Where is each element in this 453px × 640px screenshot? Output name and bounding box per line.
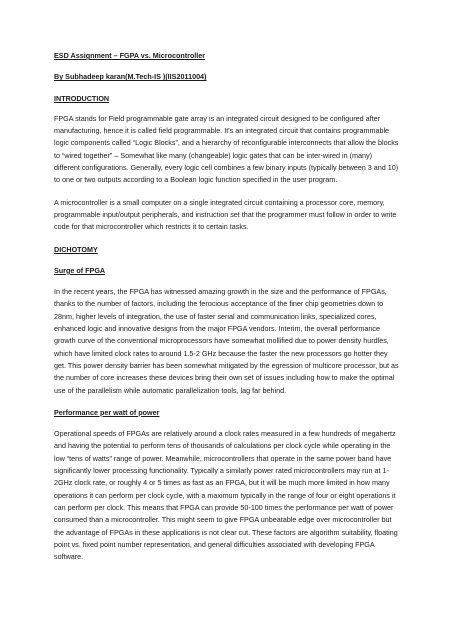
surge-paragraph: In the recent years, the FPGA has witnessed amazing growth in the size and the performance of FPGAs, thanks to the number of factors, including the ferocious acceptance of the finer chip geometries down to 28nm, higher levels of integration, the use of faster serial and communication links, specialized cores, enhanced logic and innovative designs from the major FPGA vendors. Interim, the overall performance growth curve of the conventional microprocessors have somewhat mollified due to power density hurdles, which have limited clock rates to around 1.5-2 GHz because the faster the new processors go hotter they get. This power density barrier has been somewhat mitigated by the egression of multicore processor, but as the number of core increases these devices bring their own set of issues including how to make the optimal use of the parallelism while automatic parallelization tools, lag far behind. — [54, 287, 399, 395]
intro-paragraph-2: A microcontroller is a small computer on a single integrated circuit containing a processor core, memory, programmable input/output peripherals, and instruction set that the programmer must follow in order to write code for that microcontroller which restricts it to certain tasks. — [54, 197, 397, 232]
document-author: By Subhadeep karan(M.Tech-IS )(IIS2011004) — [54, 72, 207, 82]
intro-paragraph-1: FPGA stands for Field programmable gate array is an integrated circuit designed to be configured after manufacturing, hence it is called field programmable. It’s an integrated circuit that contains programmable logic components called “Logic Blocks”, and a hierarchy of reconfigurable interconnects that allow the blocks to “wired together” – Somewhat like many (changeable) logic gates that can be inter-wired in (many) different configurations. Generally, every logic cell combines a few binary inputs (typically between 3 and 10) to one or two outputs according to a Boolean logic function specified in the user program. — [54, 113, 399, 185]
document-title: ESD Assignment – FGPA vs. Microcontroller — [54, 51, 206, 60]
dichotomy-heading: DICHOTOMY — [54, 244, 98, 254]
surge-heading: Surge of FPGA — [54, 265, 106, 275]
performance-paragraph: Operational speeds of FPGAs are relatively around a clock rates measured in a few hundreds of megahertz and having the potential to perform tens of thousands of calculations per clock cycle while operating in the low “tens of watts” range of power. Meanwhile, microcontrollers that operate in the same power band have significantly lower processing functionality. Typically a similarly power rated microcontrollers may run at 1-2GHz clock rate, or roughly 4 or 5 times as fast as an FPGA, but it will be much more limited in how many operations it can perform per clock cycle, with a maximum typically in the range of four or eight operations it can perform per clock. This means that FPGA can provide 50-100 times the performance per watt of power consumed than a microcontroller. This might seem to give FPGA unbeatable edge over microcontroller but the advantage of FPGAs in these applications is not clear cut. These factors are algorithm suitability, floating point vs. fixed point number representation, and general difficulties associated with developing FPGA software. — [54, 429, 398, 562]
performance-heading: Performance per watt of power — [54, 407, 160, 417]
introduction-heading: INTRODUCTION — [54, 93, 110, 103]
